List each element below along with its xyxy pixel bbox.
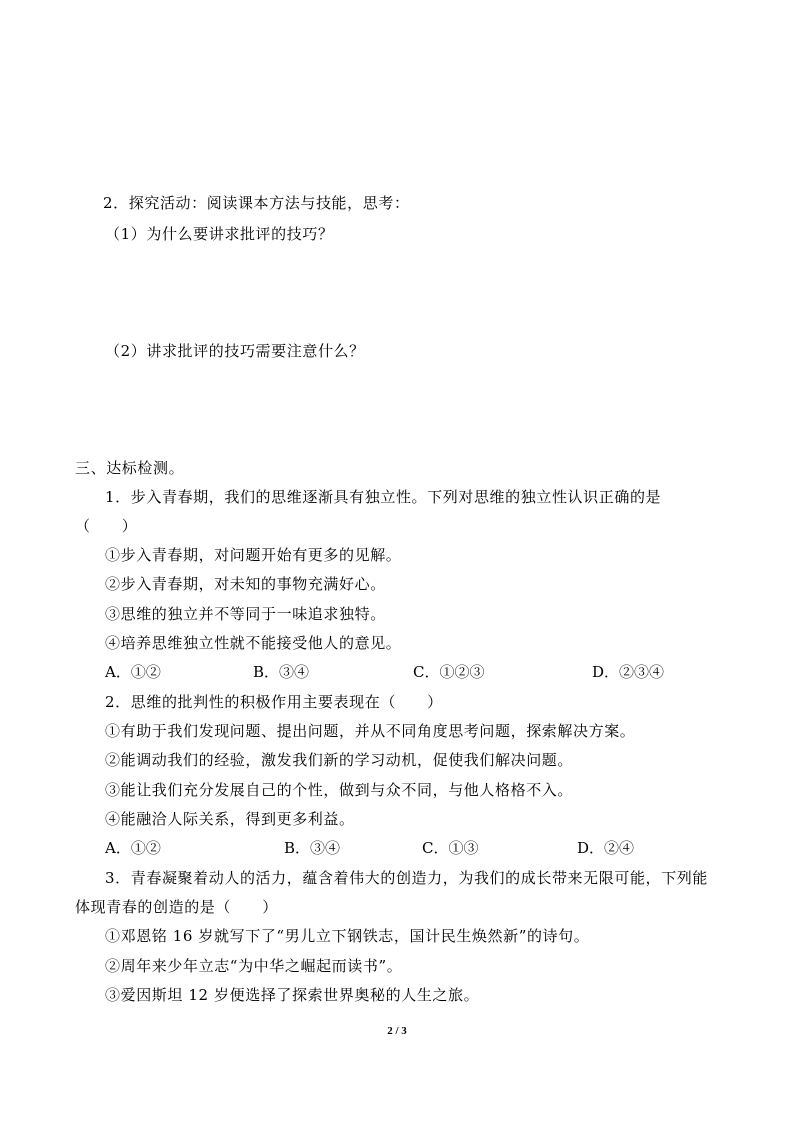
question-1-choice-a: A．①② bbox=[105, 663, 161, 681]
page-number: 2 / 3 bbox=[387, 1025, 407, 1037]
question-3-option-1: ①邓恩铭 16 岁就写下了“男儿立下钢铁志，国计民生焕然新”的诗句。 bbox=[105, 927, 590, 945]
question-1-option-4: ④培养思维独立性就不能接受他人的意见。 bbox=[105, 634, 402, 652]
question-2-stem: 2．思维的批判性的积极作用主要表现在（ ） bbox=[105, 693, 443, 711]
question-2-option-4: ④能融洽人际关系，得到更多利益。 bbox=[105, 810, 355, 828]
question-3-option-3: ③爱因斯坦 12 岁便选择了探索世界奥秘的人生之旅。 bbox=[105, 986, 480, 1004]
inquiry-question-1: （1）为什么要讲求批评的技巧？ bbox=[105, 225, 334, 243]
question-2-choice-b: B．③④ bbox=[284, 839, 341, 857]
inquiry-question-2: （2）讲求批评的技巧需要注意什么？ bbox=[105, 342, 365, 360]
question-2-option-2: ②能调动我们的经验，激发我们新的学习动机，促使我们解决问题。 bbox=[105, 751, 574, 769]
question-1-stem: 1．步入青春期，我们的思维逐渐具有独立性。下列对思维的独立性认识正确的是 bbox=[105, 488, 662, 506]
question-1-choice-c: C．①②③ bbox=[413, 663, 485, 681]
question-1-choice-d: D．②③④ bbox=[592, 663, 665, 681]
question-1-option-3: ③思维的独立并不等同于一味追求独特。 bbox=[105, 605, 386, 623]
section-heading: 三、达标检测。 bbox=[75, 459, 185, 477]
question-2-option-3: ③能让我们充分发展自己的个性，做到与众不同，与他人格格不入。 bbox=[105, 781, 574, 799]
question-3-stem: 3．青春凝聚着动人的活力，蕴含着伟大的创造力，为我们的成长带来无限可能，下列能 bbox=[105, 869, 708, 887]
question-2-choice-a: A．①② bbox=[105, 839, 161, 857]
question-1-stem-blank: （ ） bbox=[75, 517, 138, 535]
question-3-stem-continued: 体现青春的创造的是（ ） bbox=[75, 898, 278, 916]
question-2-choice-d: D．②④ bbox=[577, 839, 635, 857]
question-1-option-1: ①步入青春期，对问题开始有更多的见解。 bbox=[105, 546, 402, 564]
question-1-option-2: ②步入青春期，对未知的事物充满好心。 bbox=[105, 575, 386, 593]
question-3-option-2: ②周年来少年立志“为中华之崛起而读书”。 bbox=[105, 957, 403, 975]
question-2-choice-c: C．①③ bbox=[422, 839, 479, 857]
question-2-option-1: ①有助于我们发现问题、提出问题，并从不同角度思考问题，探索解决方案。 bbox=[105, 722, 636, 740]
question-1-choice-b: B．③④ bbox=[253, 663, 310, 681]
inquiry-activity-title: 2．探究活动：阅读课本方法与技能，思考： bbox=[103, 194, 410, 212]
